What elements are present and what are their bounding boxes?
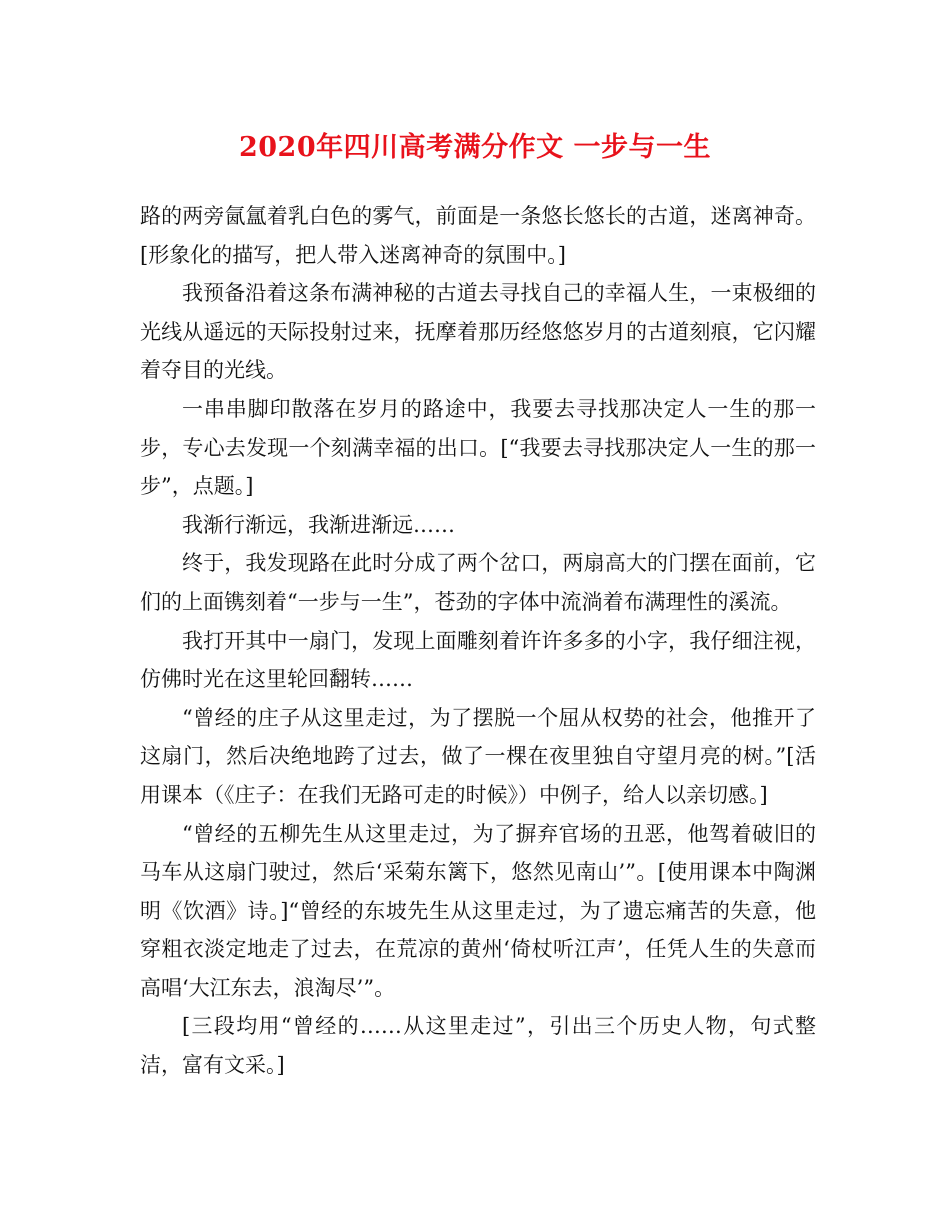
document-title: 2020年四川高考满分作文 一步与一生 xyxy=(238,132,712,163)
paragraph-5: 终于，我发现路在此时分成了两个岔口，两扇高大的门摆在面前，它们的上面镌刻着“一步与一生”，苍劲的字体中流淌着布满理性的溪流。 xyxy=(140,551,816,614)
paragraph-4: 我渐行渐远，我渐进渐远…… xyxy=(182,512,455,537)
paragraph-1: 路的两旁氤氲着乳白色的雾气，前面是一条悠长悠长的古道，迷离神奇。[形象化的描写，把人带入迷离神奇的氛围中。] xyxy=(140,204,816,267)
paragraph-2: 我预备沿着这条布满神秘的古道去寻找自己的幸福人生，一束极细的光线从遥远的天际投射过来，抚摩着那历经悠悠岁月的古道刻痕，它闪耀着夺目的光线。 xyxy=(140,281,816,383)
paragraph-7: “曾经的庄子从这里走过，为了摆脱一个屈从权势的社会，他推开了这扇门，然后决绝地跨了过去，做了一棵在夜里独自守望月亮的树。”[活用课本（《庄子：在我们无路可走的时候》）中例子，给人以亲切感。] xyxy=(140,705,816,807)
paragraph-9: [三段均用“曾经的……从这里走过”，引出三个历史人物，句式整洁，富有文采。] xyxy=(140,1014,816,1078)
essay-body xyxy=(140,197,816,1085)
paragraph-6: 我打开其中一扇门，发现上面雕刻着许许多多的小字，我仔细注视，仿佛时光在这里轮回翻转…… xyxy=(140,628,816,692)
paragraph-8: “曾经的五柳先生从这里走过，为了摒弃官场的丑恶，他驾着破旧的马车从这扇门驶过，然后‘采菊东篱下，悠然见南山’”。[使用课本中陶渊明《饮酒》诗。]“曾经的东坡先生从这里走过，为了遗忘痛苦的失意，他穿粗衣淡定地走了过去，在荒凉的黄州‘倚杖听江声’，任凭人生的失意而高唱‘大江东去，浪淘尽’”。 xyxy=(140,821,816,1000)
paragraph-3: 一串串脚印散落在岁月的路途中，我要去寻找那决定人一生的那一步，专心去发现一个刻满幸福的出口。[“我要去寻找那决定人一生的那一步”，点题。] xyxy=(140,396,816,499)
